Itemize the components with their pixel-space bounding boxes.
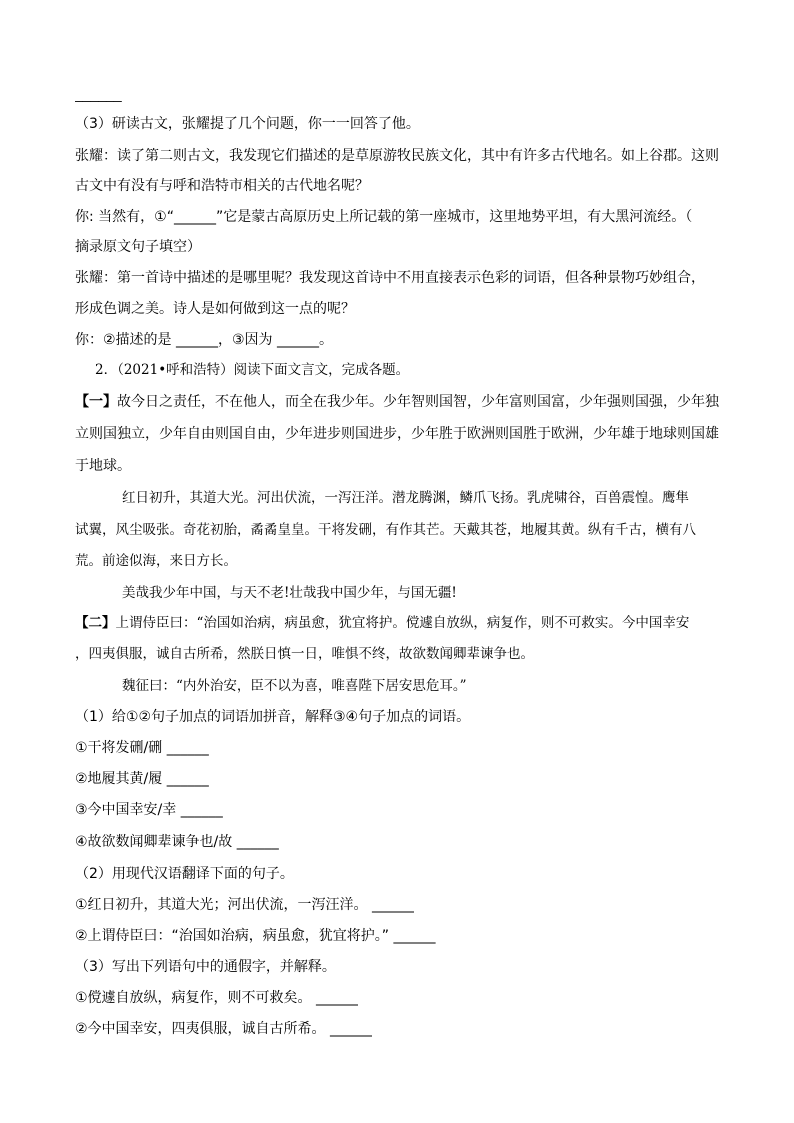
- poem-line: 试翼，风尘吸张。奇花初胎，矞矞皇皇。干将发硎，有作其芒。天戴其苍，地履其黄。纵有千古，横有八: [75, 522, 696, 538]
- passage-2-line: [75, 613, 689, 633]
- question-3-prompt: （3）研读古文，张耀提了几个问题，你一一回答了他。: [75, 116, 420, 132]
- passage-closing: 美哉我少年中国，与天不老!壮哉我中国少年，与国无疆!: [122, 585, 457, 601]
- subquestion-item: ①红日初升，其道大光；河出伏流，一泻汪洋。 ______: [75, 897, 414, 913]
- passage-2-line: ，四夷俱服，诚自古所希，然朕日慎一日，唯惧不终，故欲数闻卿辈谏争也。: [75, 646, 534, 662]
- dialogue-line: 张耀：第一首诗中描述的是哪里呢？我发现这首诗中不用直接表示色彩的词语，但各种景物巧妙组合，: [75, 270, 705, 286]
- passage-1-text: 故今日之责任，不在他人，而全在我少年。少年智则国智，少年富则国富，少年强则国强，少年独: [117, 394, 719, 410]
- subquestion-item: ①干将发硎/硎 ______: [75, 740, 209, 756]
- dialogue-line: 张耀：读了第二则古文，我发现它们描述的是草原游牧民族文化，其中有许多古代地名。如上谷郡。这则: [75, 148, 719, 164]
- subquestion-item: ④故欲数闻卿辈谏争也/故 ______: [75, 834, 279, 850]
- dialogue-line: 你: 当然有，①“______”它是蒙古高原历史上所记载的第一座城市，这里地势平坦，有大黑河流经。（: [75, 209, 693, 225]
- passage-1-line: 于地球。: [75, 458, 131, 474]
- passage-1-line: 立则国独立，少年自由则国自由，少年进步则国进步，少年胜于欧洲则国胜于欧洲，少年雄于地球则国雄: [75, 426, 719, 442]
- subquestion-item: ②今中国幸安，四夷俱服，诚自古所希。 ______: [75, 1021, 372, 1037]
- dialogue-line: 摘录原文句子填空）: [75, 239, 201, 255]
- dialogue-line: 你：②描述的是 ______，③因为 ______。: [75, 332, 334, 348]
- dialogue-line: 形成色调之美。诗人是如何做到这一点的呢？: [75, 301, 355, 317]
- subquestion-1-prompt: （1）给①②句子加点的词语加拼音，解释③④句子加点的词语。: [75, 709, 471, 725]
- passage-1-tag: 【一】: [75, 394, 117, 410]
- passage-2-text: 上谓侍臣曰：“治国如治病，病虽愈，犹宜将护。傥遽自放纵，病复作，则不可救实。今中国幸安: [115, 615, 690, 631]
- subquestion-2-prompt: （2）用现代汉语翻译下面的句子。: [75, 866, 294, 882]
- subquestion-item: ①傥遽自放纵，病复作，则不可救矣。 ______: [75, 990, 358, 1006]
- passage-2-tag: 【二】: [75, 615, 116, 631]
- dialogue-line: 古文中有没有与呼和浩特市相关的古代地名呢？: [75, 178, 369, 194]
- poem-line: 红日初升，其道大光。河出伏流，一泻汪洋。潜龙腾渊，鳞爪飞扬。乳虎啸谷，百兽震惶。鹰隼: [122, 490, 689, 506]
- subquestion-item: ③今中国幸安/幸 ______: [75, 802, 223, 818]
- answer-blank: ______: [75, 86, 122, 102]
- passage-2-quote: 魏征曰：“内外治安，臣不以为喜，唯喜陛下居安思危耳。”: [122, 678, 467, 694]
- subquestion-item: ②上谓侍臣曰：“治国如治病，病虽愈，犹宜将护。” ______: [75, 928, 436, 944]
- question-2-heading: 2．（2021•呼和浩特）阅读下面文言文，完成各题。: [95, 362, 410, 378]
- poem-line: 荒。前途似海，来日方长。: [75, 553, 237, 569]
- subquestion-item: ②地履其黄/履 ______: [75, 771, 209, 787]
- subquestion-3-prompt: （3）写出下列语句中的通假字，并解释。: [75, 959, 336, 975]
- passage-1-line: [75, 392, 719, 412]
